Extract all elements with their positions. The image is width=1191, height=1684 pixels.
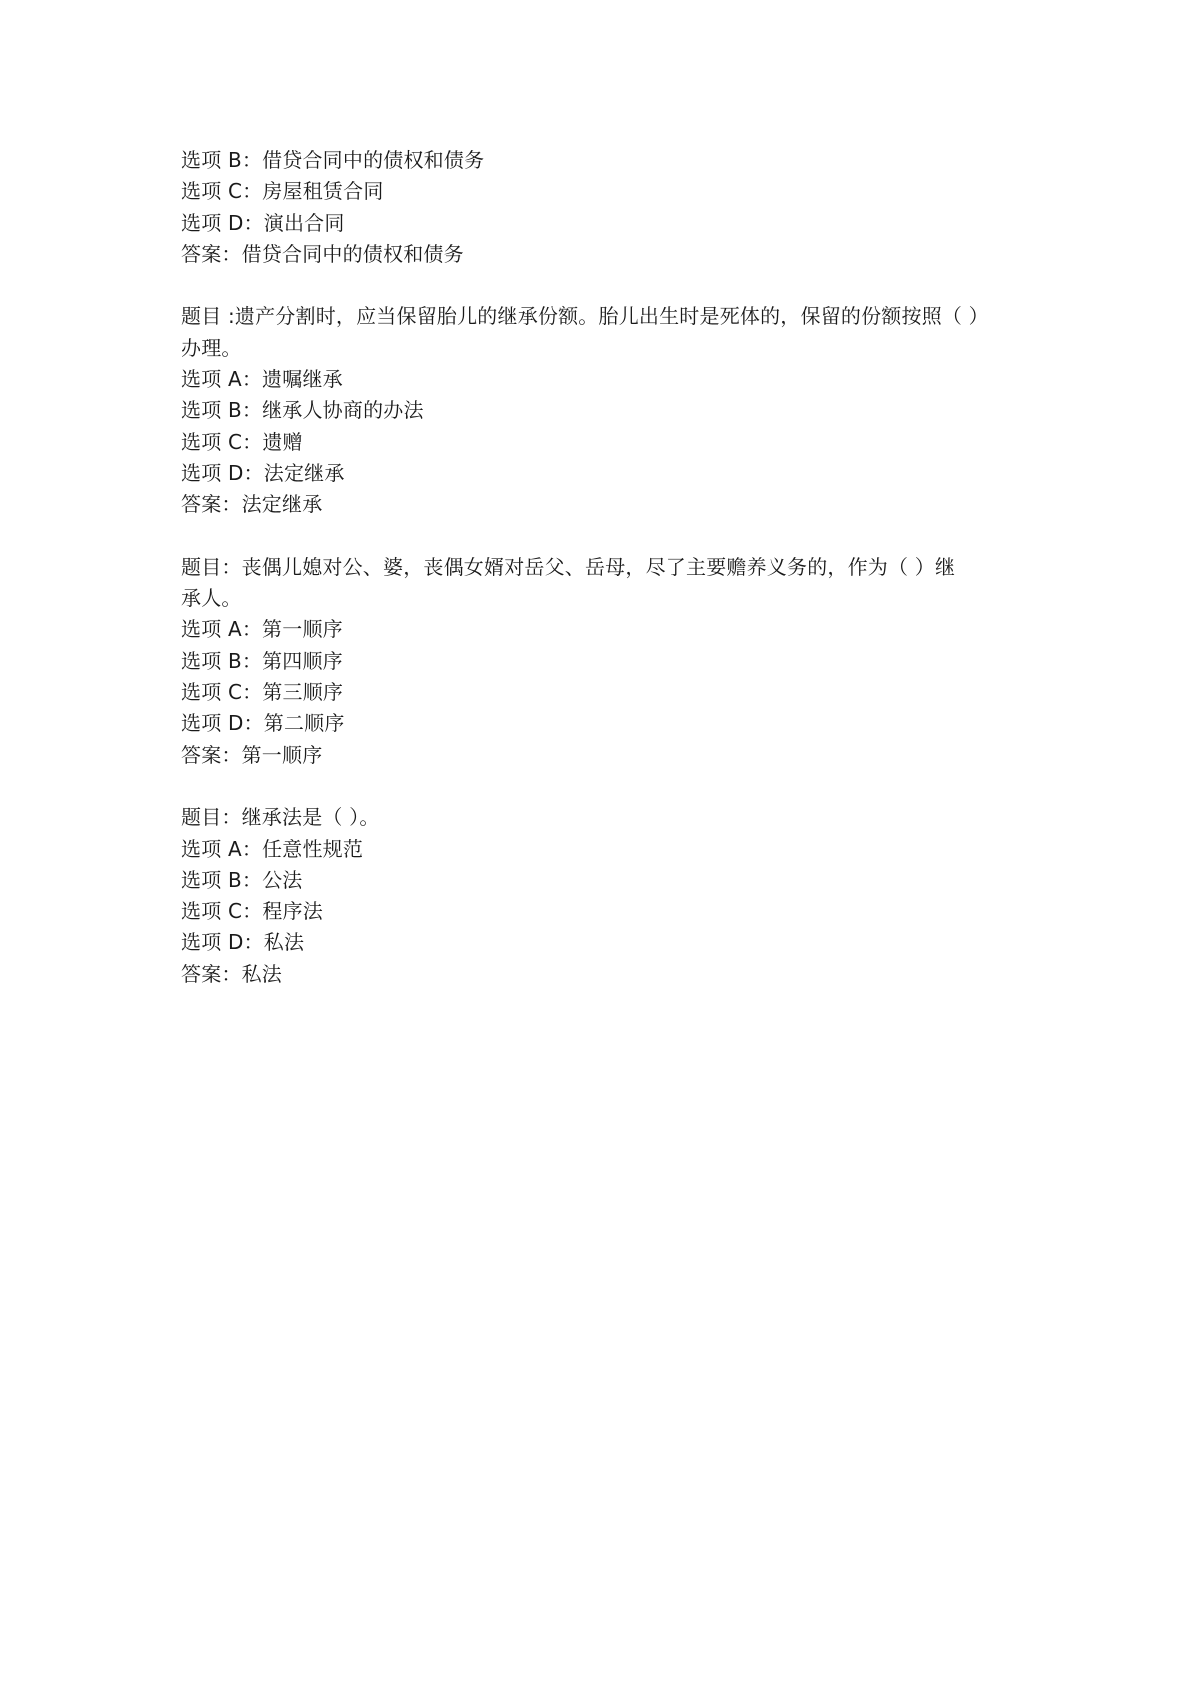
answer: 答案：私法 <box>181 961 282 986</box>
answer: 答案：借贷合同中的债权和债务 <box>181 241 464 266</box>
spacer <box>181 270 1031 301</box>
option-b: 选项 B：第四顺序 <box>181 648 343 673</box>
option-c: 选项 C：程序法 <box>181 899 323 924</box>
option-d: 选项 D：第二顺序 <box>181 711 345 736</box>
option-d: 选项 D：法定继承 <box>181 460 345 485</box>
option-a: 选项 A：遗嘱继承 <box>181 367 343 392</box>
option-b: 选项 B：公法 <box>181 867 303 892</box>
option-c: 选项 C：房屋租赁合同 <box>181 179 384 204</box>
question-title-continued: 承人。 <box>181 586 242 611</box>
answer: 答案：法定继承 <box>181 492 323 517</box>
question-title-continued: 办理。 <box>181 335 242 360</box>
spacer <box>181 521 1031 552</box>
spacer <box>181 771 1031 802</box>
option-c: 选项 C：第三顺序 <box>181 680 344 705</box>
option-b: 选项 B：借贷合同中的债权和债务 <box>181 148 485 172</box>
question-title: 题目：继承法是（ ）。 <box>181 805 380 830</box>
question-title: 题目：丧偶儿媳对公、婆，丧偶女婿对岳父、岳母，尽了主要赡养义务的，作为（ ）继 <box>181 554 956 579</box>
option-b: 选项 B：继承人协商的办法 <box>181 398 424 423</box>
option-a: 选项 A：任意性规范 <box>181 836 364 861</box>
question-title: 题目 :遗产分割时，应当保留胎儿的继承份额。胎儿出生时是死体的，保留的份额按照（ ） <box>181 304 989 329</box>
answer: 答案：第一顺序 <box>181 742 323 767</box>
option-a: 选项 A：第一顺序 <box>181 617 343 642</box>
option-d: 选项 D：私法 <box>181 930 305 955</box>
option-c: 选项 C：遗赠 <box>181 429 303 454</box>
option-d: 选项 D：演出合同 <box>181 210 345 235</box>
document-page <box>181 145 1031 990</box>
